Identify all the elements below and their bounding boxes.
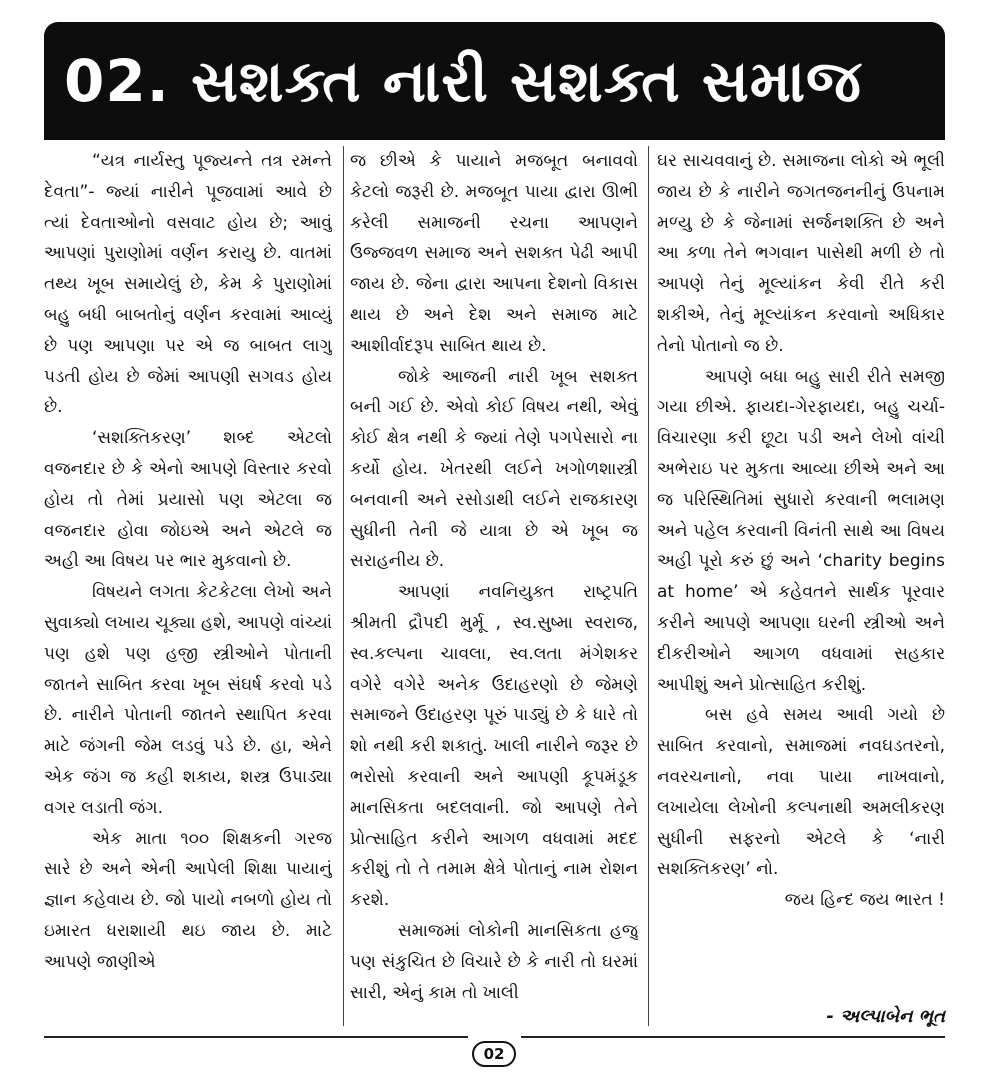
footer-rule-right [521,1036,945,1038]
closing-line: જય હિન્દ જય ભારત ! [784,890,945,911]
text-column-1 [44,146,332,1026]
text-column-3 [657,146,945,1026]
paragraph: સમાજમાં લોકોની માનસિકતા હજુ પણ સંકુચિત છે વિચારે છે કે નારી તો ઘરમાં સારી, એનું કામ તો ખાલી [350,920,638,1003]
paragraph: આપણાં નવનિયુક્ત રાષ્ટ્રપતિ શ્રીમતી દ્રૌપદી મુર્મૂ , સ્વ.સુષ્મા સ્વરાજ, સ્વ.કલ્પના ચાવલા, સ્વ.લતા મંગેશકર વગેરે વગેરે અનેક ઉદાહરણો છે જેમણે સમાજને ઉદાહરણ પૂરું પાડ્યું છે કે ધારે તો શો નથી કરી શકાતું. ખાલી નારીને જરૂર છે ભરોસો કરવાની અને આપણી કૂપમંડૂક માનસિકતા બદલવાની. જો આપણે તેને પ્રોત્સાહિત કરીને આગળ વધવામાં મદદ કરીશું તો તે તમામ ક્ષેત્રે પોતાનું નામ રોશન કરશે. [350,582,638,911]
paragraph: “યત્ર નાર્યસ્તુ પૂજ્યન્તે તત્ર રમન્તે દેવતા”- જ્યાં નારીને પૂજવામાં આવે છે ત્યાં દેવતાઓનો વસવાટ હોય છે; આવું આપણાં પુરાણોમાં વર્ણન કરાયુ છે. વાતમાં તથ્ય ખૂબ સમાયેલું છે, કેમ કે પુરાણોમાં બહુ બધી બાબતોનું વર્ણન કરવામાં આવ્યું છે પણ આપણા પર એ જ બાબત લાગુ પડતી હોય છે જેમાં આપણી સગવડ હોય છે. [44,151,332,418]
paragraph: એક માતા ૧૦૦ શિક્ષકની ગરજ સારે છે અને એની આપેલી શિક્ષા પાયાનું જ્ઞાન કહેવાય છે. જો પાયો નબળો હોય તો ઇમારત ધરાશાયી થઇ જાય છે. માટે આપણે જાણીએ [44,828,332,972]
paragraph: ઘર સાચવવાનું છે. સમાજના લોકો એ ભૂલી જાય છે કે નારીને જગતજનનીનું ઉપનામ મળ્યુ છે કે જેનામાં સર્જનશક્તિ છે અને આ કળા તેને ભગવાન પાસેથી મળી છે તો આપણે તેનું મૂલ્યાંકન કેવી રીતે કરી શકીએ, તેનું મૂલ્યાંકન કરવાનો અધિકાર તેનો પોતાનો જ છે. [657,151,945,356]
column-divider [648,146,649,1026]
page-number: 02 [472,1041,516,1067]
author-signature: - અલ્પાબેન ભૂત [826,1006,945,1027]
paragraph: વિષયને લગતા કેટકેટલા લેખો અને સુવાક્યો લખાય ચૂક્યા હશે, આપણે વાંચ્યાં પણ હશે પણ હજી સ્ત્રીઓને પોતાની જાતને સાબિત કરવા ખૂબ સંઘર્ષ કરવો પડે છે. નારીને પોતાની જાતને સ્થાપિત કરવા માટે જંગની જેમ લડવું પડે છે. હા, એને એક જંગ જ કહી શકાય, શસ્ત્ર ઉપાડ્યા વગર લડાતી જંગ. [44,582,332,818]
paragraph: આપણે બધા બહુ સારી રીતે સમજી ગયા છીએ. ફાયદા-ગેરફાયદા, બહુ ચર્ચા-વિચારણા કરી છૂટા પડી અને લેખો વાંચી અભેરાઇ પર મુકતા આવ્યા છીએ અને આ જ પરિસ્થિતિમાં સુધારો કરવાની ભલામણ અને પહેલ કરવાની વિનંતી સાથે આ વિષય અહી પૂરો કરું છું અને ‘charity begins at home’ એ કહેવતને સાર્થક પૂરવાર કરીને આપણે આપણા ઘરની સ્ત્રીઓ અને દીકરીઓને આગળ વધવામાં સહકાર આપીશું અને પ્રોત્સાહિત કરીશું. [657,366,945,695]
article-title-banner [44,22,945,140]
footer-rule-left [44,1036,468,1038]
paragraph: જ છીએ કે પાયાને મજબૂત બનાવવો કેટલો જરૂરી છે. મજબૂત પાયા દ્વારા ઊભી કરેલી સમાજની રચના આપણને ઉજ્જવળ સમાજ અને સશક્ત પેઢી આપી જાય છે. જેના દ્વારા આપના દેશનો વિકાસ થાય છે અને દેશ અને સમાજ માટે આશીર્વાદરૂપ સાબિત થાય છે. [350,151,638,356]
article-title: 02. સશક્ત નારી સશક્ત સમાજ [64,46,862,115]
paragraph: ‘સશક્તિકરણ’ શબ્દ એટલો વજનદાર છે કે એનો આપણે વિસ્તાર કરવો હોય તો તેમાં પ્રયાસો પણ એટલા જ વજનદાર હોવા જોઇએ અને એટલે જ અહી આ વિષય પર ભાર મુકવાનો છે. [44,428,332,572]
paragraph: જોકે આજની નારી ખૂબ સશક્ત બની ગઈ છે. એવો કોઈ વિષય નથી, એવું કોઈ ક્ષેત્ર નથી કે જ્યાં તેણે પગપેસારો ના કર્યો હોય. ખેતરથી લઈને ખગોળશાસ્ત્રી બનવાની અને રસોડાથી લઈને રાજકારણ સુધીની તેની જે યાત્રા છે એ ખૂબ જ સરાહનીય છે. [350,366,638,572]
paragraph: બસ હવે સમય આવી ગયો છે સાબિત કરવાનો, સમાજમાં નવઘડતરનો, નવરચનાનો, નવા પાયા નાખવાનો, લખાયેલા લેખોની કલ્પનાથી અમલીકરણ સુધીની સફરનો એટલે કે ‘નારી સશક્તિકરણ’ નો. [657,705,945,880]
text-column-2 [350,146,638,1026]
column-divider [343,146,344,1026]
